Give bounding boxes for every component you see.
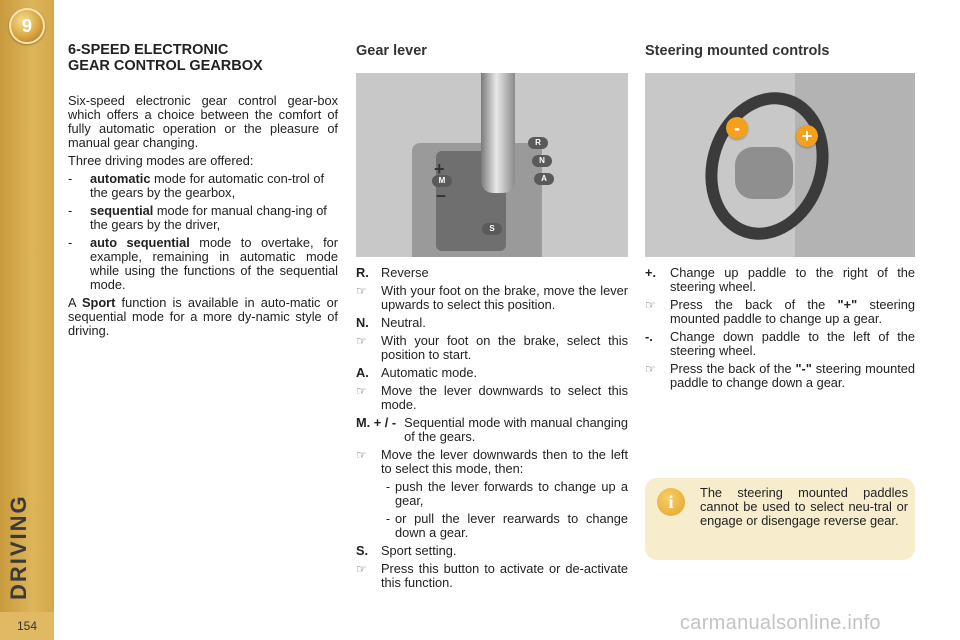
gear-minus-label: –	[436, 185, 447, 205]
gloss-text: Sport setting.	[381, 543, 457, 558]
intro-column	[68, 42, 338, 338]
info-text: The steering mounted paddles cannot be used to select neu-tral or engage or disengage reverse gear.	[700, 485, 908, 528]
plus-paddle-marker: +	[796, 125, 818, 147]
gloss-text: Neutral.	[381, 315, 426, 330]
gloss-row	[356, 316, 628, 330]
gloss-subitem	[356, 512, 628, 540]
gear-lever-title: Gear lever	[356, 43, 427, 59]
gloss-text: Change up paddle to the right of the steering wheel.	[670, 265, 915, 294]
gloss-text: Sequential mode with manual changing of the gears.	[404, 415, 628, 444]
gloss-row	[356, 366, 628, 380]
gloss-text: With your foot on the brake, move the lever upwards to select this position.	[381, 283, 628, 312]
sub-dash: -	[385, 511, 391, 526]
chapter-sidebar	[0, 0, 54, 640]
title-line-1: 6-SPEED ELECTRONIC	[68, 42, 229, 58]
sport-paragraph	[68, 296, 338, 338]
gloss-subitem	[356, 480, 628, 508]
gear-badge-m: M	[432, 175, 452, 187]
watermark: carmanualsonline.info	[680, 612, 881, 634]
title-line-2: GEAR CONTROL GEARBOX	[68, 58, 263, 74]
gloss-key: M. + / -	[356, 415, 397, 430]
list-item	[68, 204, 338, 232]
gloss-key: +.	[645, 265, 657, 280]
gloss-key: S.	[356, 543, 369, 558]
gloss-text: Press this button to activate or de-activate this function.	[381, 561, 628, 590]
gloss-text: Automatic mode.	[381, 365, 478, 380]
gloss-text: Change down paddle to the left of the steering wheel.	[670, 329, 915, 358]
gloss-key: A.	[356, 365, 369, 380]
sub-dash: -	[385, 479, 391, 494]
gloss-text	[670, 362, 915, 390]
mode-term: sequential	[90, 203, 154, 218]
gloss-key: N.	[356, 315, 369, 330]
mode-text: mode for automatic con-trol of the gears by the gearbox,	[90, 171, 324, 200]
sport-term: Sport	[81, 295, 116, 310]
page-number: 154	[0, 612, 54, 640]
mode-text: mode to overtake, for example, remaining in automatic mode while using the functions of the sequential mode.	[90, 235, 338, 292]
list-item	[68, 172, 338, 200]
sub-text: push the lever forwards to change up a gear,	[395, 479, 628, 508]
pointer-icon: ☞	[356, 448, 367, 462]
gloss-row	[356, 284, 628, 312]
mode-text: mode for manual chang-ing of the gears by the driver,	[90, 203, 327, 232]
mode-term: automatic	[90, 171, 151, 186]
gloss-row	[356, 416, 628, 444]
chapter-number: 9	[21, 16, 32, 36]
gear-lever-glossary	[356, 266, 628, 590]
gloss-text: Move the lever downwards then to the left to select this mode, then:	[381, 447, 628, 476]
section-label-text: DRIVING	[6, 494, 31, 600]
pointer-icon: ☞	[356, 384, 367, 398]
steering-hub	[735, 147, 793, 199]
modes-intro: Three driving modes are offered:	[68, 153, 254, 168]
pointer-icon: ☞	[356, 284, 367, 298]
gloss-row	[356, 448, 628, 476]
section-label	[6, 494, 32, 600]
pointer-icon: ☞	[356, 334, 367, 348]
gloss-text: With your foot on the brake, select this position to start.	[381, 333, 628, 362]
gear-lever-image	[481, 73, 515, 193]
steering-glossary	[645, 266, 915, 390]
gloss-key: R.	[356, 265, 369, 280]
pointer-icon: ☞	[356, 562, 367, 576]
steering-controls-column	[645, 42, 915, 390]
gloss-row	[356, 266, 628, 280]
gear-badge-n: N	[532, 155, 552, 167]
gloss-text-a: Press the back of the	[670, 297, 838, 312]
gloss-text-a: Press the back of the	[670, 361, 796, 376]
list-dash: -	[68, 203, 73, 218]
gloss-text-b: steering mounted paddle to change up a gear.	[670, 297, 915, 326]
steering-controls-title: Steering mounted controls	[645, 43, 830, 59]
chapter-badge	[9, 8, 45, 44]
page-title	[68, 42, 338, 74]
gear-badge-a: A	[534, 173, 554, 185]
minus-paddle-marker: -	[726, 117, 748, 139]
list-item	[68, 236, 338, 292]
gloss-row	[356, 544, 628, 558]
gloss-key: -.	[645, 329, 653, 344]
gear-plus-label: +	[434, 159, 445, 179]
gloss-text: Reverse	[381, 265, 429, 280]
info-box	[645, 478, 915, 560]
gloss-term: "+"	[837, 297, 858, 312]
gloss-row	[645, 330, 915, 358]
info-icon: i	[657, 488, 685, 516]
gloss-row	[645, 362, 915, 390]
mode-term: auto sequential	[90, 235, 190, 250]
sub-text: or pull the lever rearwards to change down a gear.	[395, 511, 628, 540]
gear-badge-s: S	[482, 223, 502, 235]
pointer-icon: ☞	[645, 362, 656, 376]
sport-text: function is available in auto-matic or sequential mode for a more dy-namic style of driving.	[68, 295, 338, 338]
gloss-text: Move the lever downwards to select this mode.	[381, 383, 628, 412]
gear-lever-figure	[356, 73, 628, 257]
gloss-text-b: steering mounted paddle to change down a gear.	[670, 361, 915, 390]
intro-paragraph: Six-speed electronic gear control gear-box which offers a choice between the comfort of fully automatic operation or the pleasure of manual gear changing.	[68, 93, 338, 150]
list-dash: -	[68, 171, 73, 186]
gloss-row	[645, 266, 915, 294]
list-dash: -	[68, 235, 73, 250]
gear-lever-column	[356, 42, 628, 590]
gloss-term: "-"	[795, 361, 812, 376]
gloss-row	[356, 562, 628, 590]
gloss-row	[645, 298, 915, 326]
sport-a: A	[68, 295, 82, 310]
pointer-icon: ☞	[645, 298, 656, 312]
gloss-text	[670, 298, 915, 326]
gloss-row	[356, 334, 628, 362]
gloss-row	[356, 384, 628, 412]
steering-wheel-figure	[645, 73, 915, 257]
gear-badge-r: R	[528, 137, 548, 149]
